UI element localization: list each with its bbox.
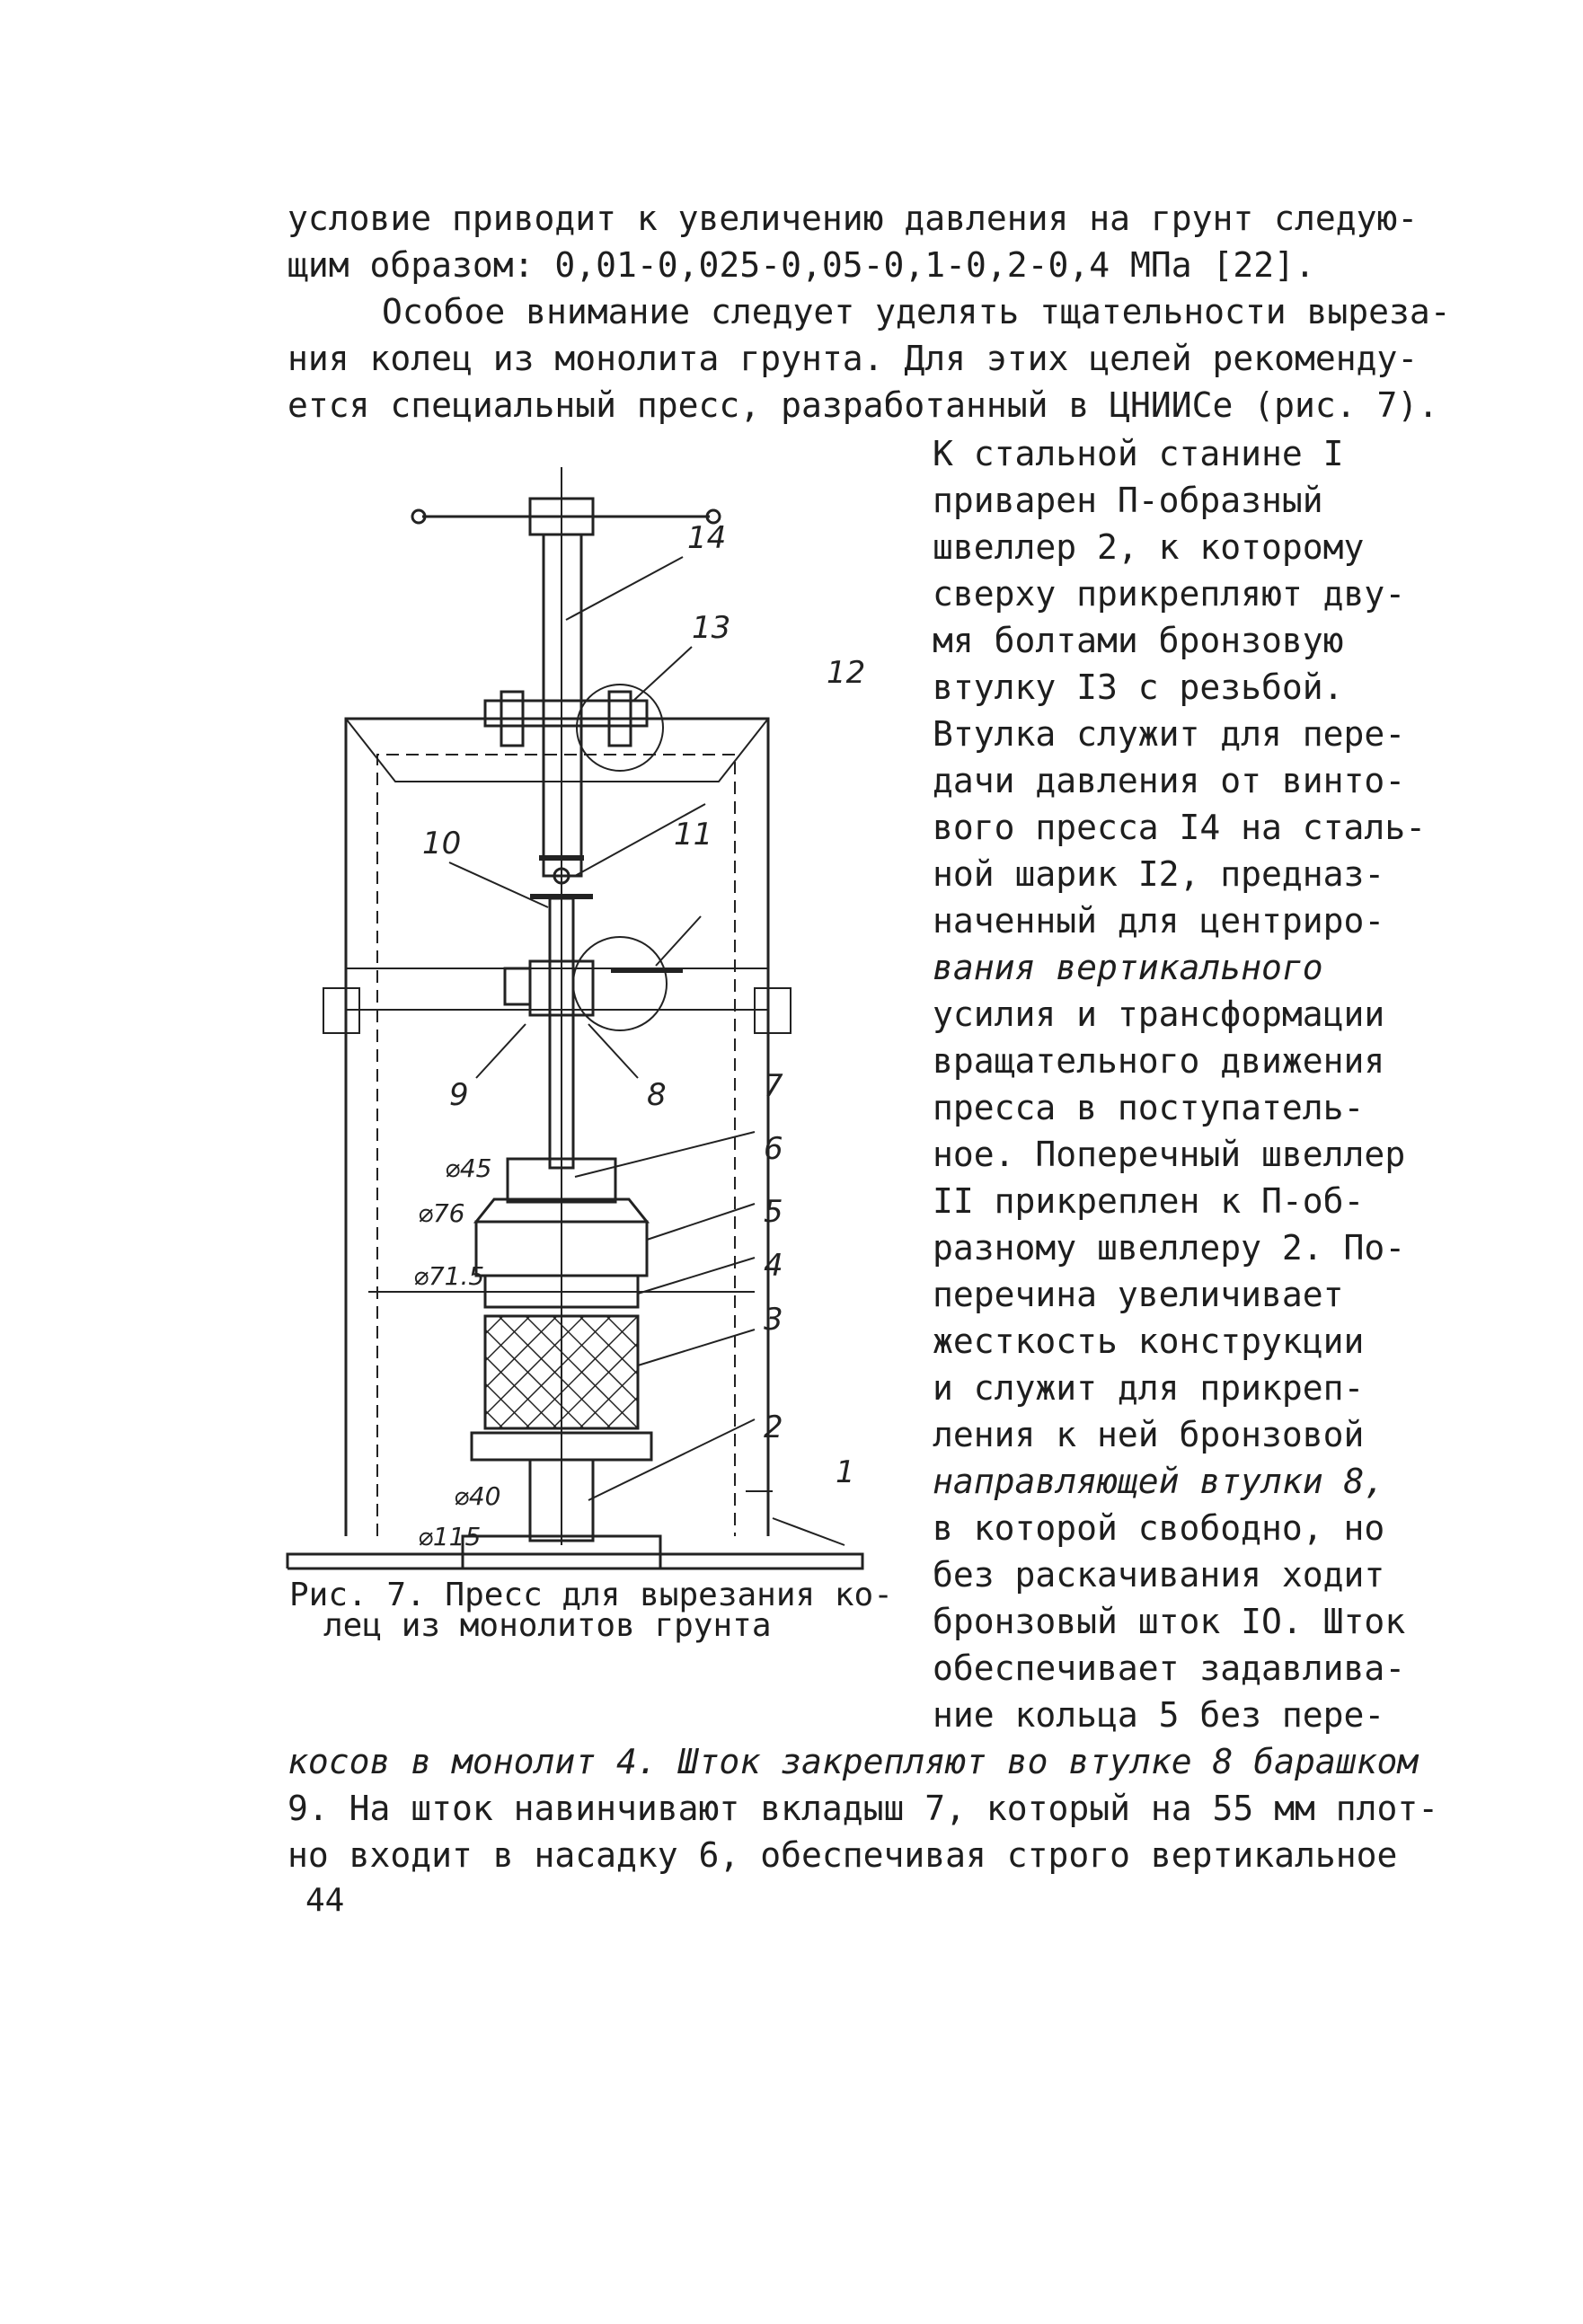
side-line-24: в которой свободно, но <box>933 1508 1385 1548</box>
side-line-2: приварен П-образный <box>933 481 1323 520</box>
page-number: 44 <box>305 1882 345 1919</box>
side-line-26: бронзовый шток IO. Шток <box>933 1602 1406 1641</box>
label-13: 13 <box>692 610 731 646</box>
side-line-5: мя болтами бронзовую <box>933 621 1344 660</box>
label-9: 9 <box>449 1077 469 1113</box>
wingnut-9 <box>505 968 530 1004</box>
bottom-line-3: но входит в насадку 6, обеспечивая строго вертикальное <box>287 1835 1398 1875</box>
side-line-3: швеллер 2, к которому <box>933 527 1365 567</box>
side-line-8: дачи давления от винто- <box>933 761 1406 800</box>
detail-circle-13 <box>577 685 663 771</box>
side-line-18: разному швеллеру 2. По- <box>933 1228 1406 1268</box>
dim-76: ⌀76 <box>418 1198 465 1228</box>
side-line-27: обеспечивает задавлива- <box>933 1648 1406 1688</box>
label-2: 2 <box>764 1409 783 1445</box>
bottom-line-1: косов в монолит 4. Шток закрепляют во втулке 8 барашком <box>287 1742 1419 1781</box>
press-drawing <box>270 467 898 1581</box>
crossbar-11 <box>346 968 768 1010</box>
frame-1 <box>287 1554 862 1568</box>
side-line-17: II прикреплен к П-об- <box>933 1181 1365 1221</box>
dim-40: ⌀40 <box>454 1481 501 1511</box>
label-6: 6 <box>764 1131 783 1167</box>
channel-2-flange <box>346 719 768 782</box>
side-line-28: ние кольца 5 без пере- <box>933 1695 1385 1735</box>
intro-line-2: щим образом: 0,01-0,025-0,05-0,1-0,2-0,4 МПа [22]. <box>287 245 1315 285</box>
side-line-10: ной шарик I2, предназ- <box>933 854 1385 894</box>
label-3: 3 <box>764 1302 783 1338</box>
label-12: 12 <box>827 655 866 691</box>
intro-line-4: ния колец из монолита грунта. Для этих целей рекоменду- <box>287 339 1419 378</box>
side-line-19: перечина увеличивает <box>933 1275 1344 1314</box>
bottom-line-2: 9. На шток навинчивают вкладыш 7, который на 55 мм плот- <box>287 1789 1439 1828</box>
label-4: 4 <box>764 1248 783 1284</box>
label-11: 11 <box>674 817 713 853</box>
label-10: 10 <box>422 826 462 862</box>
side-line-7: Втулка служит для пере- <box>933 714 1406 754</box>
side-line-14: вращательного движения <box>933 1041 1385 1081</box>
caption-line-2: лец из монолитов грунта <box>323 1607 772 1644</box>
side-line-25: без раскачивания ходит <box>933 1555 1385 1595</box>
side-line-15: пресса в поступатель- <box>933 1088 1365 1127</box>
caption-line-1: Рис. 7. Пресс для вырезания ко- <box>289 1577 893 1613</box>
dim-45: ⌀45 <box>445 1153 492 1183</box>
intro-line-3: Особое внимание следует уделять тщательности выреза- <box>382 292 1451 331</box>
side-line-22: ления к ней бронзовой <box>933 1415 1365 1454</box>
side-line-6: втулку I3 с резьбой. <box>933 667 1344 707</box>
label-7: 7 <box>764 1068 783 1104</box>
intro-line-1: условие приводит к увеличению давления на грунт следую- <box>287 199 1419 238</box>
side-line-4: сверху прикрепляют дву- <box>933 574 1406 614</box>
bushing-13 <box>485 701 647 726</box>
side-line-13: усилия и трансформации <box>933 994 1385 1034</box>
side-line-23: направляющей втулки 8, <box>933 1462 1385 1501</box>
side-line-11: наченный для центриро- <box>933 901 1385 941</box>
dim-115: ⌀115 <box>418 1522 482 1551</box>
side-line-21: и служит для прикреп- <box>933 1368 1365 1408</box>
label-8: 8 <box>647 1077 667 1113</box>
side-line-16: ное. Поперечный швеллер <box>933 1135 1406 1174</box>
side-line-20: жесткость конструкции <box>933 1321 1365 1361</box>
dim-715: ⌀71.5 <box>413 1261 485 1291</box>
label-1: 1 <box>836 1454 855 1490</box>
label-14: 14 <box>687 520 727 556</box>
intro-line-5: ется специальный пресс, разработанный в ЦНИИСе (рис. 7). <box>287 385 1439 425</box>
label-5: 5 <box>764 1194 783 1230</box>
side-line-1: К стальной станине I <box>933 434 1344 473</box>
side-line-9: вого пресса I4 на сталь- <box>933 808 1427 847</box>
side-line-12: вания вертикального <box>933 948 1323 987</box>
